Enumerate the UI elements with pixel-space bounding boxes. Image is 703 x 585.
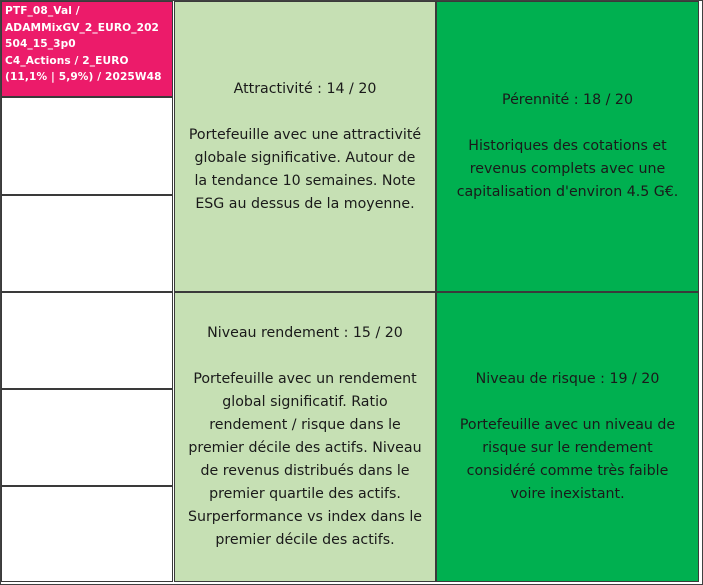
perennite-title: Pérennité : 18 / 20: [502, 92, 633, 108]
empty-cell: [1, 97, 173, 195]
attractivite-title: Attractivité : 14 / 20: [233, 80, 377, 97]
empty-cell: [1, 389, 173, 486]
empty-cell: [1, 195, 173, 292]
portfolio-tag-line: 504_15_3p0: [5, 38, 76, 51]
attractivite-card: [174, 1, 436, 292]
risque-card: [436, 292, 699, 582]
empty-cell: [1, 486, 173, 582]
rendement-title: Niveau rendement : 15 / 20: [207, 325, 403, 341]
rendement-card: [174, 292, 436, 582]
rendement-description: Portefeuille avec un rendement global significatif. Ratio rendement / risque dans le premier décile des actifs. Niveau de revenus distribués dans le premier quartile des actifs. Surperformance vs index dans le premier décile des actifs.: [187, 371, 423, 548]
attractivite-description: Portefeuille avec une attractivité globale significative. Autour de la tendance 10 semaines. Note ESG au dessus de la moyenne.: [188, 126, 422, 212]
portfolio-tag: [1, 1, 173, 97]
portfolio-tag-line: C4_Actions / 2_EURO: [5, 54, 129, 67]
portfolio-tag-line: PTF_08_Val /: [5, 5, 80, 17]
risque-title: Niveau de risque : 19 / 20: [475, 371, 660, 387]
empty-cell: [1, 292, 173, 389]
portfolio-tag-line: (11,1% | 5,9%) / 2025W48: [5, 71, 162, 84]
risque-description: Portefeuille avec un niveau de risque sur le rendement considéré comme très faible voire inexistant.: [459, 417, 676, 502]
perennite-description: Historiques des cotations et revenus complets avec une capitalisation d'environ 4.5 G€.: [456, 138, 679, 200]
perennite-card: [436, 1, 699, 292]
portfolio-tag-line: ADAMMixGV_2_EURO_202: [5, 21, 160, 34]
